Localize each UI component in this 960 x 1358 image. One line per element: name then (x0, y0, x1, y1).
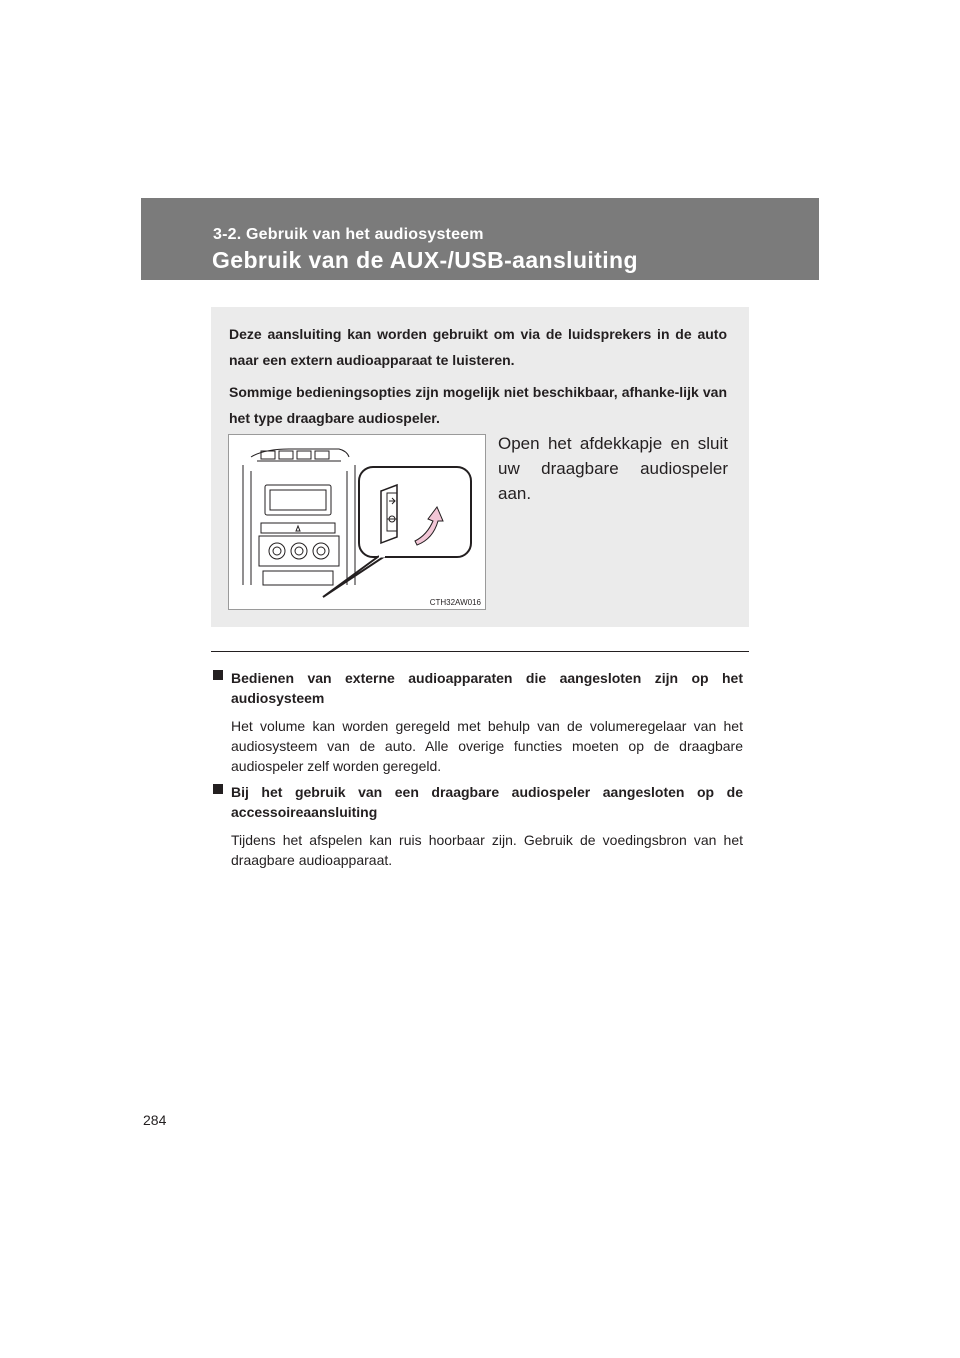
section-label: 3-2. Gebruik van het audiosysteem (213, 226, 484, 243)
console-drawing (229, 435, 485, 609)
instruction-text: Open het afdekkapje en sluit uw draagbare audiospeler aan. (498, 434, 728, 503)
intro-text (229, 321, 727, 437)
intro-paragraph: Deze aansluiting kan worden gebruikt om via de luidsprekers in de auto naar een extern audioapparaat te luisteren. (229, 326, 727, 368)
note-heading: Bedienen van externe audioapparaten die aangesloten zijn op het audiosysteem (231, 670, 743, 706)
note-body: Tijdens het afspelen kan ruis hoorbaar zijn. Gebruik de voedingsbron van het draagbare audioapparaat. (231, 832, 743, 868)
square-bullet-icon (213, 784, 223, 794)
square-bullet-icon (213, 670, 223, 680)
console-illustration (228, 434, 486, 610)
note-item (211, 782, 743, 870)
page-title: Gebruik van de AUX-/USB-aansluiting (212, 247, 638, 273)
intro-box (211, 307, 749, 627)
note-body: Het volume kan worden geregeld met behulp van de volumeregelaar van het audiosysteem van de auto. Alle overige functies moeten op de draagbare audiospeler zelf worden geregeld. (231, 718, 743, 774)
intro-paragraph: Sommige bedieningsopties zijn mogelijk niet beschikbaar, afhanke-lijk van het type draagbare audiospeler. (229, 384, 727, 426)
notes (211, 668, 743, 876)
note-item (211, 668, 743, 776)
divider (211, 651, 749, 652)
figure-code: CTH32AW016 (429, 598, 481, 607)
section-header (141, 198, 819, 280)
page-number: 284 (143, 1112, 167, 1128)
note-heading: Bij het gebruik van een draagbare audiospeler aangesloten op de accessoireaansluiting (231, 784, 743, 820)
